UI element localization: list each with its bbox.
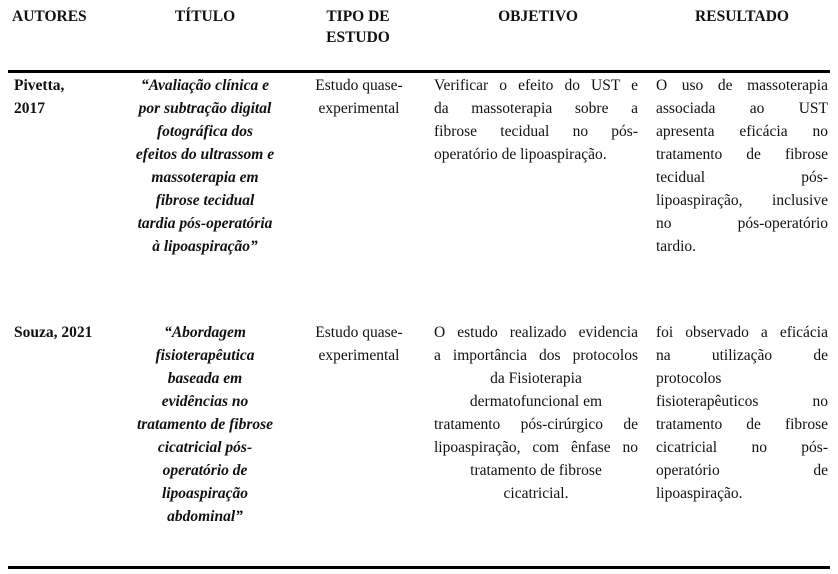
table-row-2-study-type (300, 321, 418, 367)
title-line: tratamento de fibrose (136, 416, 274, 433)
header-objective: OBJETIVO (498, 8, 578, 25)
objective-line: Verificar o efeito do UST e (434, 77, 638, 94)
result-line: associada ao UST (656, 100, 828, 117)
result-line: operatório de (656, 462, 828, 479)
result-line: no pós-operatório (656, 215, 828, 232)
study-type-line: experimental (318, 100, 400, 117)
title-line: massoterapia em (151, 169, 259, 186)
objective-line: fibrose tecidual no pós- (434, 123, 638, 140)
result-line: tardio. (656, 238, 697, 255)
header-study-type-line1: TIPO DE (326, 8, 390, 25)
objective-line: da massoterapia sobre a (434, 100, 638, 117)
result-line: fisioterapêuticos no (656, 393, 828, 410)
result-line: lipoaspiração. (656, 485, 743, 502)
header-study-type-line2: ESTUDO (326, 29, 390, 46)
title-line: “Abordagem (164, 324, 246, 341)
result-line: O uso de massoterapia (656, 77, 828, 94)
title-line: à lipoaspiração” (152, 238, 258, 255)
result-line: na utilização de (656, 347, 828, 364)
table-row-2-objective (434, 321, 638, 505)
result-line: tratamento de fibrose (656, 416, 828, 433)
study-type-line: Estudo quase- (315, 324, 403, 341)
result-line: apresenta eficácia no (656, 123, 828, 140)
title-line: “Avaliação clínica e (141, 77, 269, 94)
table-row-2-title (120, 321, 290, 528)
result-line: cicatricial no pós- (656, 439, 828, 456)
table-row-1-objective (434, 74, 638, 166)
title-line: fotográfica dos (156, 123, 253, 140)
title-line: lipoaspiração (161, 485, 249, 502)
table-row-1-title (120, 74, 290, 258)
title-line: abdominal” (167, 508, 243, 525)
table-bottom-rule (8, 566, 830, 569)
author-name: Pivetta, (14, 77, 65, 94)
title-line: baseada em (167, 370, 243, 387)
objective-line: operatório de lipoaspiração. (434, 146, 607, 163)
result-line: protocolos (656, 370, 722, 387)
title-line: efeitos do ultrassom e (135, 146, 275, 163)
table-row-1-author (14, 74, 114, 120)
author-name: Souza, 2021 (14, 324, 93, 341)
author-year: 2017 (14, 100, 45, 117)
result-line: tecidual pós- (656, 169, 828, 186)
table-row-1-result (656, 74, 828, 258)
objective-line: lipoaspiração, com ênfase no (434, 439, 638, 456)
objective-line: cicatricial. (503, 485, 569, 502)
title-line: fisioterapêutica (155, 347, 255, 364)
objective-line: a importância dos protocolos (434, 347, 638, 364)
table-row-1-study-type (300, 74, 418, 120)
study-type-line: experimental (318, 347, 400, 364)
objective-line: tratamento pós-cirúrgico de (434, 416, 638, 433)
result-line: tratamento de fibrose (656, 146, 828, 163)
header-title: TÍTULO (174, 8, 236, 25)
table-row-2-author (14, 321, 114, 344)
title-line: tardia pós-operatória (137, 215, 273, 232)
title-line: cicatricial pós- (157, 439, 253, 456)
title-line: fibrose tecidual (155, 192, 255, 209)
header-authors: AUTORES (12, 8, 87, 25)
objective-line: dermatofuncional em (469, 393, 603, 410)
objective-line: tratamento de fibrose (470, 462, 602, 479)
study-type-line: Estudo quase- (315, 77, 403, 94)
result-line: foi observado a eficácia (656, 324, 828, 341)
objective-line: da Fisioterapia (490, 370, 582, 387)
header-divider (8, 70, 830, 73)
header-result: RESULTADO (695, 8, 789, 25)
title-line: operatório de (162, 462, 248, 479)
result-line: lipoaspiração, inclusive (656, 192, 828, 209)
objective-line: O estudo realizado evidencia (434, 324, 638, 341)
header-study-type (294, 6, 422, 48)
title-line: por subtração digital (138, 100, 272, 117)
table-row-2-result (656, 321, 828, 505)
title-line: evidências no (161, 393, 249, 410)
